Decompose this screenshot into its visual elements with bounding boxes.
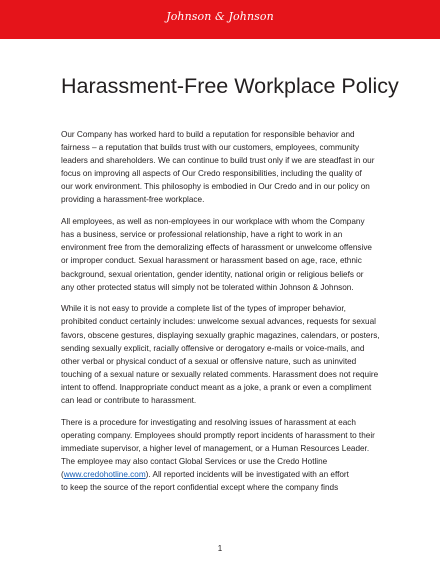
text-line: other verbal or physical conduct of a sexual or offensive nature, such as uninvited [61,356,357,366]
text-line: The employee may also contact Global Services or use the Credo Hotline [61,456,328,466]
paragraph-rights [61,215,391,294]
link-prefix: ( [61,470,64,480]
paragraph-reporting-procedure [61,416,391,495]
link-suffix: ). All reported incidents will be investigated with an effort [145,470,349,480]
page-title: Harassment-Free Workplace Policy [61,74,399,98]
text-line: touching of a sexual nature or sexually related comments. Harassment does not require [61,369,379,379]
text-line: There is a procedure for investigating and resolving issues of harassment at each [61,417,356,427]
text-line: prohibited conduct certainly includes: unwelcome sexual advances, requests for sexual [61,317,376,327]
text-line: has a business, service or professional relationship, have a right to work in an [61,230,343,240]
text-line: Our Company has worked hard to build a reputation for responsible behavior and [61,130,355,139]
text-line: to keep the source of the report confidential except where the company finds [61,483,339,493]
text-line: operating company. Employees should promptly report incidents of harassment to their [61,430,375,440]
header-bar [0,0,440,39]
text-line: environment free from the demoralizing effects of harassment or unwelcome offensive [61,243,372,253]
text-line: fairness – a reputation that builds trust with our customers, employees, community [61,143,360,153]
text-line: sending sexually explicit, racially offensive or derogatory e-mails or voice-mails, and [61,343,365,353]
text-line: can lead or contribute to harassment. [61,395,197,405]
text-line: favors, obscene gestures, displaying sexually graphic magazines, calendars, or posters, [61,330,380,340]
document-body [61,128,391,503]
text-line: our work environment. This philosophy is embodied in Our Credo and in our policy on [61,182,370,192]
text-line: intent to offend. Inappropriate conduct meant as a joke, a prank or even a compliment [61,382,372,392]
text-line: All employees, as well as non-employees in our workplace with whom the Company [61,217,365,227]
text-line: While it is not easy to provide a complete list of the types of improper behavior, [61,304,346,314]
text-line: leaders and shareholders. We can continue to build trust only if we are steadfast in our [61,156,375,166]
page-number: 1 [217,544,223,553]
text-line-with-link [61,468,391,481]
text-line: providing a harassment-free workplace. [61,195,205,205]
text-line: any other protected status will simply not be tolerated within Johnson & Johnson. [61,282,354,292]
paragraph-prohibited-conduct [61,302,391,407]
brand-logo: Johnson & Johnson [166,10,274,23]
paragraph-intro [61,128,391,207]
text-line: or improper conduct. Sexual harassment or harassment based on age, race, ethnic [61,256,362,266]
text-line: focus on improving all aspects of Our Credo responsibilities, including the quality of [61,169,362,179]
text-line: background, sexual orientation, gender identity, national origin or religious beliefs or [61,269,364,279]
text-line: immediate supervisor, a higher level of management, or a Human Resources Leader. [61,443,370,453]
credo-hotline-link[interactable]: www.credohotline.com [63,470,146,480]
